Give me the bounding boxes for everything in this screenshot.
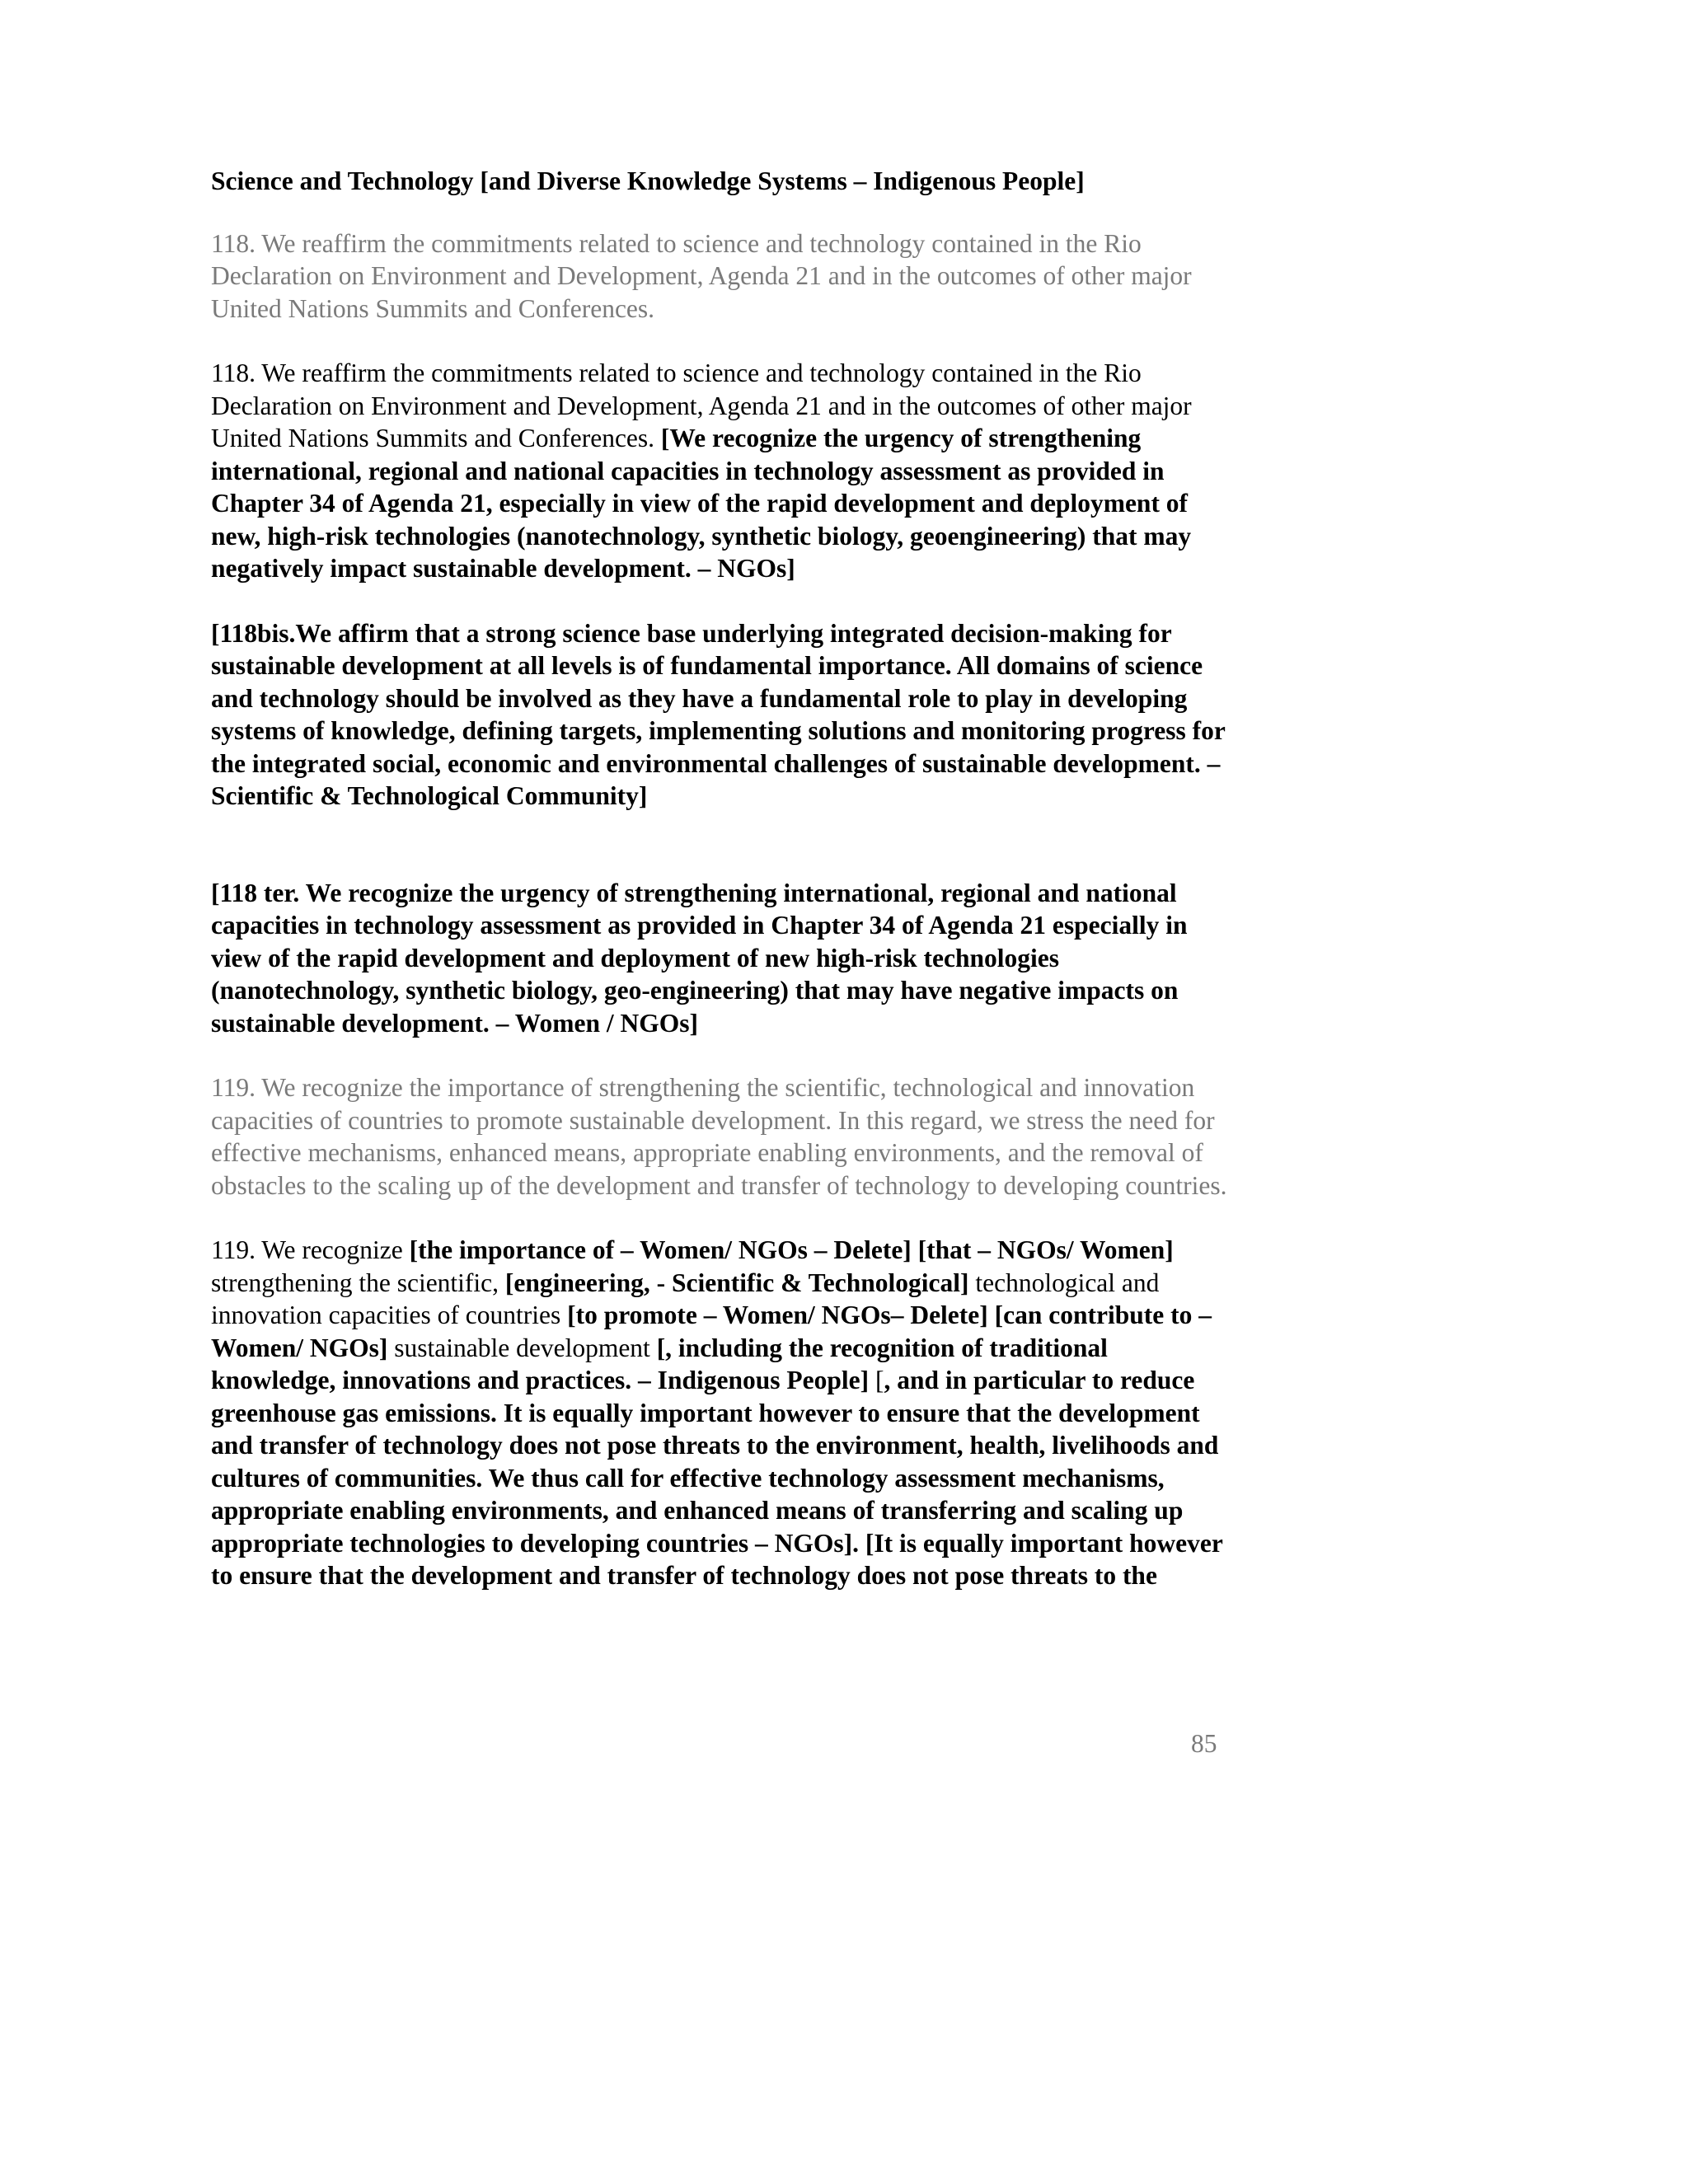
paragraph-118ter: [118 ter. We recognize the urgency of strengthening international, regional and national capacities in technology assessment as provided in Chapter 34 of Agenda 21 especially in view of the rapid development and deployment of new high-risk technologies (nanotechnology, synthetic biology, geo-engineering) that may have negative impacts on sustainable development. – Women / NGOs] bbox=[211, 878, 1188, 1038]
paragraph-119-insert-3: [to promote – Women/ NGOs– Delete] [can contribute to – Women/ NGOs] bbox=[211, 1301, 1212, 1362]
paragraph-119-text-5: [ bbox=[869, 1366, 884, 1394]
paragraph-118-plain-text: 118. We reaffirm the commitments related to science and technology contained in the Rio Declaration on Environment and Development, Agenda 21 and in the outcomes of other major United Nations Summits and Conferences. bbox=[211, 359, 1192, 452]
paragraph-119-amended bbox=[211, 1234, 1233, 1592]
paragraph-119-text-1: 119. We recognize bbox=[211, 1235, 410, 1264]
paragraph-119-original: 119. We recognize the importance of strengthening the scientific, technological and innovation capacities of countries to promote sustainable development. In this regard, we stress the need for effective mechanisms, enhanced means, appropriate enabling environments, and the removal of obstacles to the scaling up of the development and transfer of technology to developing countries. bbox=[211, 1073, 1227, 1200]
paragraph-119-insert-2: [engineering, - Scientific & Technological] bbox=[504, 1268, 969, 1297]
paragraph-119-insert-4: [, including the recognition of traditional knowledge, innovations and practices. – Indigenous People] bbox=[211, 1333, 1108, 1394]
paragraph-119-insert-1: [the importance of – Women/ NGOs – Delete] [that – NGOs/ Women] bbox=[409, 1235, 1174, 1264]
paragraph-119-text-4: sustainable development bbox=[387, 1333, 657, 1362]
document-page bbox=[211, 165, 1233, 1624]
paragraph-119-text-3: technological and innovation capacities of countries bbox=[211, 1268, 1160, 1329]
paragraph-119-text-2: strengthening the scientific, bbox=[211, 1268, 505, 1297]
paragraph-118-ngo-insert: [We recognize the urgency of strengthening international, regional and national capacities in technology assessment as provided in Chapter 34 of Agenda 21, especially in view of the rapid development and deployment of new, high-risk technologies (nanotechnology, synthetic biology, geoengineering) that may negatively impact sustainable development. – NGOs] bbox=[211, 424, 1192, 583]
page-number: 85 bbox=[1191, 1729, 1217, 1758]
paragraph-118-amended bbox=[211, 357, 1233, 585]
paragraph-119-insert-5: , and in particular to reduce greenhouse gas emissions. It is equally important however to ensure that the development and transfer of technology does not pose threats to the environment, health, livelihoods and cultures of communities. We thus call for effective technology assessment mechanisms, appropriate enabling environments, and enhanced means of transferring and scaling up appropriate technologies to developing countries – NGOs]. [It is equally important however to ensure that the development and transfer of technology does not pose threats to the bbox=[211, 1366, 1223, 1590]
section-heading: Science and Technology [and Diverse Knowledge Systems – Indigenous People] bbox=[211, 166, 1085, 195]
paragraph-118bis: [118bis.We affirm that a strong science base underlying integrated decision-making for sustainable development at all levels is of fundamental importance. All domains of science and technology should be involved as they have a fundamental role to play in developing systems of knowledge, defining targets, implementing solutions and monitoring progress for the integrated social, economic and environmental challenges of sustainable development. – Scientific & Technological Community] bbox=[211, 618, 1226, 810]
paragraph-118-original: 118. We reaffirm the commitments related to science and technology contained in the Rio Declaration on Environment and Development, Agenda 21 and in the outcomes of other major United Nations Summits and Conferences. bbox=[211, 228, 1192, 323]
